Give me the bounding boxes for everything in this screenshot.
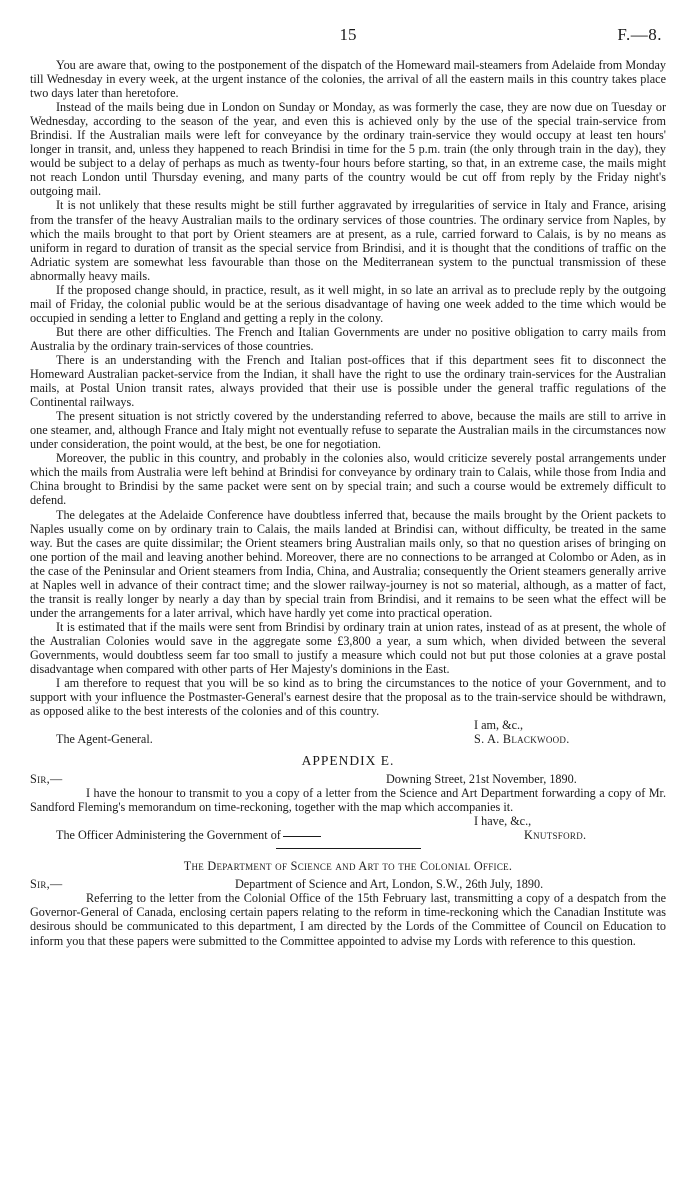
page-header	[30, 0, 666, 58]
salutation-line	[30, 877, 666, 891]
blank-line	[283, 836, 321, 837]
paragraph: The delegates at the Adelaide Conference have doubtless inferred that, because the mails brought by the Orient packets to Naples usually come on by ordinary train to Calais, the mails landed at Brindisi can, without difficulty, be treated in the same way. But the cases are quite dissimilar; the Orient steamers bring Australian mails only, so that no question arises of bringing on one portion of the mail and leaving another behind. Moreover, there are no connections to be arranged at Colombo or Aden, as in the case of the Peninsular and Orient steamers from India, China, and Australia; consequently the Orient steamers generally arrive at Naples well in advance of their contract time; and the slower railway-journey is not so material, although, as a matter of fact, the transit is really longer by nearly a day than by special train from Brindisi, and it remains to be seen what the effect will be under the arrangements for a later arrival, which have hardly yet come into practical operation.	[30, 507, 666, 620]
paragraph: But there are other difficulties. The French and Italian Governments are under no positive obligation to carry mails from Australia by the ordinary train-services of those countries.	[30, 324, 666, 353]
appendix-title: APPENDIX E.	[301, 753, 395, 769]
paragraph: Moreover, the public in this country, and probably in the colonies also, would criticize severely postal arrangements under which the mails from Australia were left behind at Brindisi for conveyance by ordinary train to Calais, while those from India and China brought to Brindisi by the same packet were sent on by special train; and such a course would be extremely difficult to defend.	[30, 451, 666, 508]
paragraph: The present situation is not strictly covered by the understanding referred to above, because the mails are still to arrive in one steamer, and, although France and Italy might not eventually refuse to separate the Australian mails in the circumstances now under consideration, the point would, at the best, be one for negotiation.	[30, 409, 666, 452]
closing-phrase: I am, &c.,	[474, 718, 524, 733]
addressee: The Officer Administering the Government of	[56, 828, 321, 842]
page-number: 15	[339, 25, 357, 44]
salutation: Sir,—	[30, 772, 63, 787]
signature: Knutsford.	[524, 828, 587, 843]
paragraph: Referring to the letter from the Colonial Office of the 15th February last, transmitting a copy of a despatch from the Governor-General of Canada, enclosing certain papers relating to the reform in time-reckoning which the Canadian Institute was desirous should be communicated to this department, I am directed by the Lords of the Committee of Council on Education to inform you that these papers were submitted to the Committee appointed to advise my Lords with reference to this question.	[30, 891, 666, 948]
closing-phrase: I have, &c.,	[474, 814, 532, 829]
section-divider	[276, 848, 421, 849]
paragraph: It is not unlikely that these results might be still further aggravated by irregularities of service in Italy and France, arising from the transfer of the heavy Australian mails to the ordinary services of those countries. The ordinary service from Naples, by which the mails brought to that port by Orient steamers are at present, as a rule, carried forward to Calais, is by no means as uniform in regard to duration of transit as the special service from Brindisi, and it is thought that the conditions of traffic on the Adriatic system are somewhat less favourable than those on the Mediterranean system to the punctual transmission of these abnormally heavy mails.	[30, 198, 666, 283]
addressee: The Agent-General.	[56, 732, 153, 747]
paragraph: If the proposed change should, in practice, result, as it well might, in so late an arrival as to preclude reply by the outgoing mail of Friday, the colonial public would be at the serious disadvantage of having one week added to the time which would be occupied in sending a letter to England and getting a reply in the colony.	[30, 282, 666, 325]
letter-body	[30, 58, 666, 718]
signature: S. A. Blackwood.	[474, 732, 570, 747]
paragraph: You are aware that, owing to the postponement of the dispatch of the Homeward mail-steamers from Adelaide from Monday till Wednesday in every week, at the urgent instance of the colonies, the arrival of all the eastern mails in this country takes place two days later than heretofore.	[30, 58, 666, 101]
place-date: Department of Science and Art, London, S.W., 26th July, 1890.	[235, 877, 544, 892]
letter-heading: The Department of Science and Art to the Colonial Office.	[183, 859, 513, 874]
paragraph: Instead of the mails being due in London on Sunday or Monday, as was formerly the case, they are now due on Tuesday or Wednesday, according to the season of the year, and even this is achieved only by the use of the special train-service from Brindisi. If the Australian mails were left for conveyance by the ordinary train-service they would occupy at least ten hours' longer in transit, and, unless they happened to reach Brindisi in time for the 5 p.m. train (the only through train in the day), they would be subject to a delay of perhaps as much as twenty-four hours before starting, so that, in an extreme case, the mails might not reach London until Thursday evening, and many parts of the country would be cut off from reply by the Friday night's outgoing mail.	[30, 100, 666, 199]
paragraph: I am therefore to request that you will be so kind as to bring the circumstances to the notice of your Government, and to support with your influence the Postmaster-General's earnest desire that the proposal as to the train-service should be withdrawn, as opposed alike to the best interests of the colonies and of this country.	[30, 676, 666, 719]
salutation: Sir,—	[30, 877, 63, 892]
letter-signoff	[30, 718, 666, 746]
salutation-line	[30, 772, 666, 786]
document-reference: F.—8.	[617, 25, 662, 44]
paragraph: It is estimated that if the mails were sent from Brindisi by ordinary train at union rates, instead of as at present, the whole of the Australian Colonies would save in the aggregate some £3,800 a year, a sum which, when divided between the several Governments, would doubtless seem far too small to justify a measure which could not but put those colonies at a grave postal disadvantage when compared with other parts of Her Majesty's dominions in the East.	[30, 619, 666, 677]
place-date: Downing Street, 21st November, 1890.	[386, 772, 577, 787]
appendix-signoff	[30, 814, 666, 842]
paragraph: There is an understanding with the French and Italian post-offices that if this department sees fit to disconnect the Homeward Australian packet-service from the Indian, it shall have the right to use the ordinary train-services for the Australian mails, at Postal Union transit rates, always provided that their use is possible under the general traffic regulations of the Continental railways.	[30, 352, 666, 410]
paragraph: I have the honour to transmit to you a copy of a letter from the Science and Art Department forwarding a copy of Mr. Sandford Fleming's memorandum on time-reckoning, together with the map which accompanies it.	[30, 786, 666, 815]
